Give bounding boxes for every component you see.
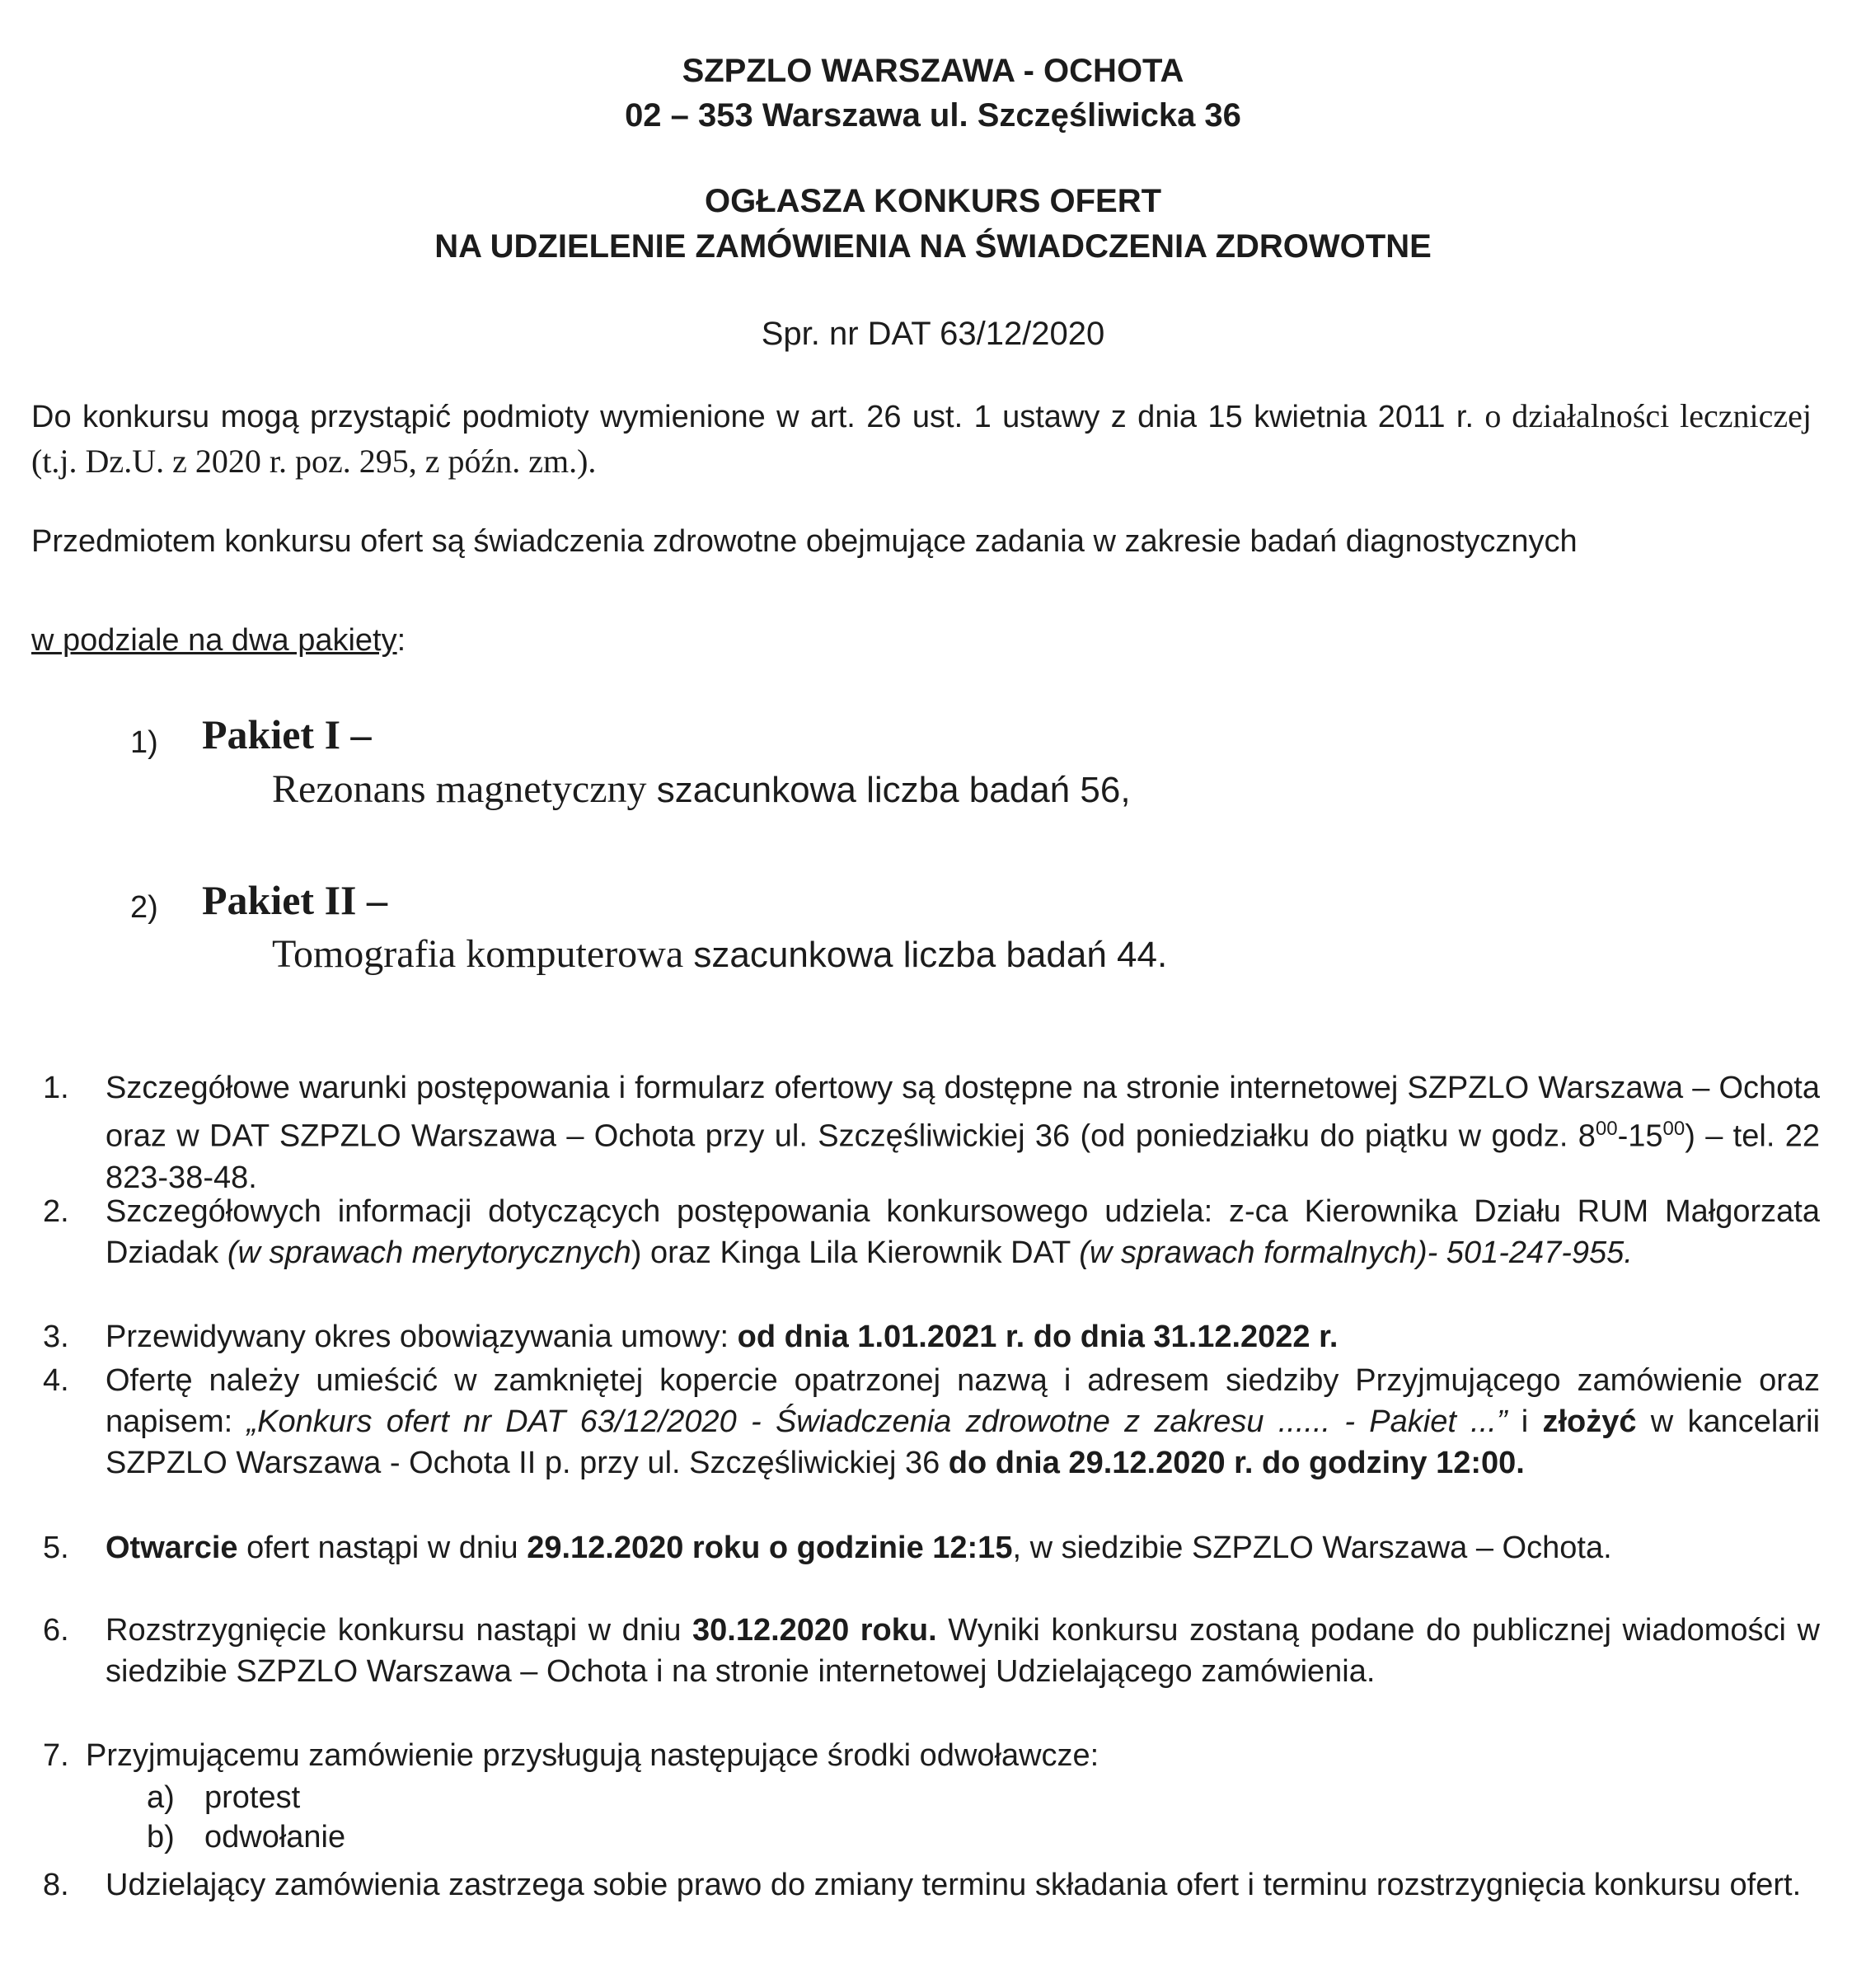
item-7-sub-b-number: b) xyxy=(147,1820,175,1854)
announcement-title-2: NA UDZIELENIE ZAMÓWIENIA NA ŚWIADCZENIA ZDROWOTNE xyxy=(434,228,1432,265)
package-2-title: Pakiet II – xyxy=(202,877,387,923)
item-6-text-b: Wyniki konkursu zostaną podane do publicznej wiadomości w siedzibie SZPZLO Warszawa – Ochota i na stronie internetowej Udzielającego zamówienia. xyxy=(105,1613,1820,1689)
item-4-bold-1: złożyć xyxy=(1542,1404,1637,1439)
item-8-number: 8. xyxy=(43,1868,69,1902)
package-2-desc-rest: szacunkowa liczba badań 44. xyxy=(683,935,1168,975)
intro-paragraph-2: Przedmiotem konkursu ofert są świadczenia zdrowotne obejmujące zadania w zakresie badań diagnostycznych xyxy=(31,524,1578,559)
item-2-italic-2: (w sprawach formalnych)- 501-247-955. xyxy=(1079,1235,1633,1270)
item-5-text-a: ofert nastąpi w dniu xyxy=(237,1531,527,1565)
item-1-text-mid: -15 xyxy=(1617,1118,1663,1154)
package-1-title: Pakiet I – xyxy=(202,711,372,757)
item-7-number: 7. xyxy=(43,1738,69,1773)
item-4-text xyxy=(105,1360,1820,1484)
intro-p3-colon: : xyxy=(396,623,406,658)
list-item xyxy=(43,1316,1820,1357)
item-6-text-a: Rozstrzygnięcie konkursu nastąpi w dniu xyxy=(105,1613,693,1648)
item-2-text-a: Szczegółowych informacji dotyczących postępowania konkursowego udziela: z-ca Kierownika Działu RUM Małgorzata Dziadak xyxy=(105,1194,1820,1270)
item-3-text xyxy=(105,1316,1820,1357)
item-5-text-b: , w siedzibie SZPZLO Warszawa – Ochota. xyxy=(1012,1531,1612,1565)
item-1-text-a: Szczegółowe warunki postępowania i formularz ofertowy są dostępne na stronie internetowej SZPZLO Warszawa – Ochota oraz w DAT SZPZLO Warszawa – Ochota przy ul. Szczęśliwickiej 36 (od poniedziałku do piątku w godz. 8 xyxy=(105,1071,1820,1154)
item-5-number: 5. xyxy=(43,1531,69,1565)
item-2-text xyxy=(105,1191,1820,1273)
item-4-number: 4. xyxy=(43,1363,69,1398)
package-2-number: 2) xyxy=(130,890,158,925)
package-1-desc-rest: szacunkowa liczba badań 56, xyxy=(646,770,1131,810)
package-1-desc-name: Rezonans magnetyczny xyxy=(272,767,647,811)
case-reference: Spr. nr DAT 63/12/2020 xyxy=(761,316,1105,352)
package-1-number: 1) xyxy=(130,725,158,760)
org-name: SZPZLO WARSZAWA - OCHOTA xyxy=(682,53,1184,89)
intro-paragraph-3 xyxy=(31,618,1812,663)
package-2-description xyxy=(272,931,1167,977)
intro-paragraph-1 xyxy=(31,394,1812,485)
item-4-italic: „Konkurs ofert nr DAT 63/12/2020 - Świadczenia zdrowotne z zakresu ...... - Pakiet ...” xyxy=(246,1404,1507,1439)
item-2-number: 2. xyxy=(43,1194,69,1229)
item-5-text xyxy=(105,1527,1820,1568)
item-5-bold-2: 29.12.2020 roku o godzinie 12:15 xyxy=(527,1531,1013,1565)
item-2-italic-1: (w sprawach merytorycznych xyxy=(227,1235,631,1270)
list-item xyxy=(43,1191,1820,1273)
list-item xyxy=(43,1735,1820,1776)
list-item xyxy=(43,1527,1820,1568)
list-item xyxy=(43,1864,1820,1906)
item-4-text-a: Ofertę należy umieścić w zamkniętej kopercie opatrzonej nazwą i adresem siedziby Przyjmującego zamówienie oraz napisem: xyxy=(105,1363,1820,1439)
item-7-sub-b-text: odwołanie xyxy=(204,1820,346,1854)
intro-p1-a: Do konkursu mogą przystąpić podmioty wymienione w art. 26 ust. 1 ustawy z dnia 15 kwietnia 2011 r. xyxy=(31,400,1485,434)
announcement-title-1: OGŁASZA KONKURS OFERT xyxy=(704,183,1162,219)
item-7-text: Przyjmującemu zamówienie przysługują następujące środki odwoławcze: xyxy=(86,1738,1099,1773)
item-7-sub-a-text: protest xyxy=(204,1780,301,1815)
package-2-desc-name: Tomografia komputerowa xyxy=(272,932,684,976)
item-2-text-b: ) oraz Kinga Lila Kierownik DAT xyxy=(631,1235,1080,1270)
item-4-text-c: w kancelarii SZPZLO Warszawa - Ochota II p. przy ul. Szczęśliwickiej 36 xyxy=(105,1404,1821,1480)
item-4-bold-2: do dnia 29.12.2020 r. do godziny 12:00. xyxy=(948,1446,1525,1480)
item-3-bold: od dnia 1.01.2021 r. do dnia 31.12.2022 r. xyxy=(737,1320,1339,1354)
list-item xyxy=(43,1610,1820,1692)
item-6-number: 6. xyxy=(43,1613,69,1648)
item-5-bold-1: Otwarcie xyxy=(105,1531,238,1565)
item-6-text xyxy=(105,1610,1820,1692)
item-1-sup-2: 00 xyxy=(1662,1118,1685,1140)
list-item xyxy=(43,1067,1820,1198)
item-7-sub-a-number: a) xyxy=(147,1780,175,1815)
item-1-text xyxy=(105,1067,1820,1198)
item-8-text: Udzielający zamówienia zastrzega sobie prawo do zmiany terminu składania ofert i terminu rozstrzygnięcia konkursu ofert. xyxy=(105,1868,1802,1902)
org-address: 02 – 353 Warszawa ul. Szczęśliwicka 36 xyxy=(625,97,1241,134)
item-6-bold: 30.12.2020 roku. xyxy=(692,1613,937,1648)
intro-p3-underlined: w podziale na dwa pakiety xyxy=(31,623,397,658)
item-1-number: 1. xyxy=(43,1071,69,1105)
item-3-text-a: Przewidywany okres obowiązywania umowy: xyxy=(105,1320,738,1354)
item-1-text-b: ) – tel. 22 823-38-48. xyxy=(105,1118,1820,1195)
item-3-number: 3. xyxy=(43,1320,69,1354)
intro-p1-b: o działalności leczniczej (t.j. Dz.U. z 2020 r. poz. 295, z późn. zm.). xyxy=(31,397,1812,480)
item-4-text-b: i xyxy=(1507,1404,1543,1439)
package-1-description xyxy=(272,767,1131,812)
item-1-sup-1: 00 xyxy=(1595,1118,1618,1140)
list-item xyxy=(43,1360,1820,1484)
